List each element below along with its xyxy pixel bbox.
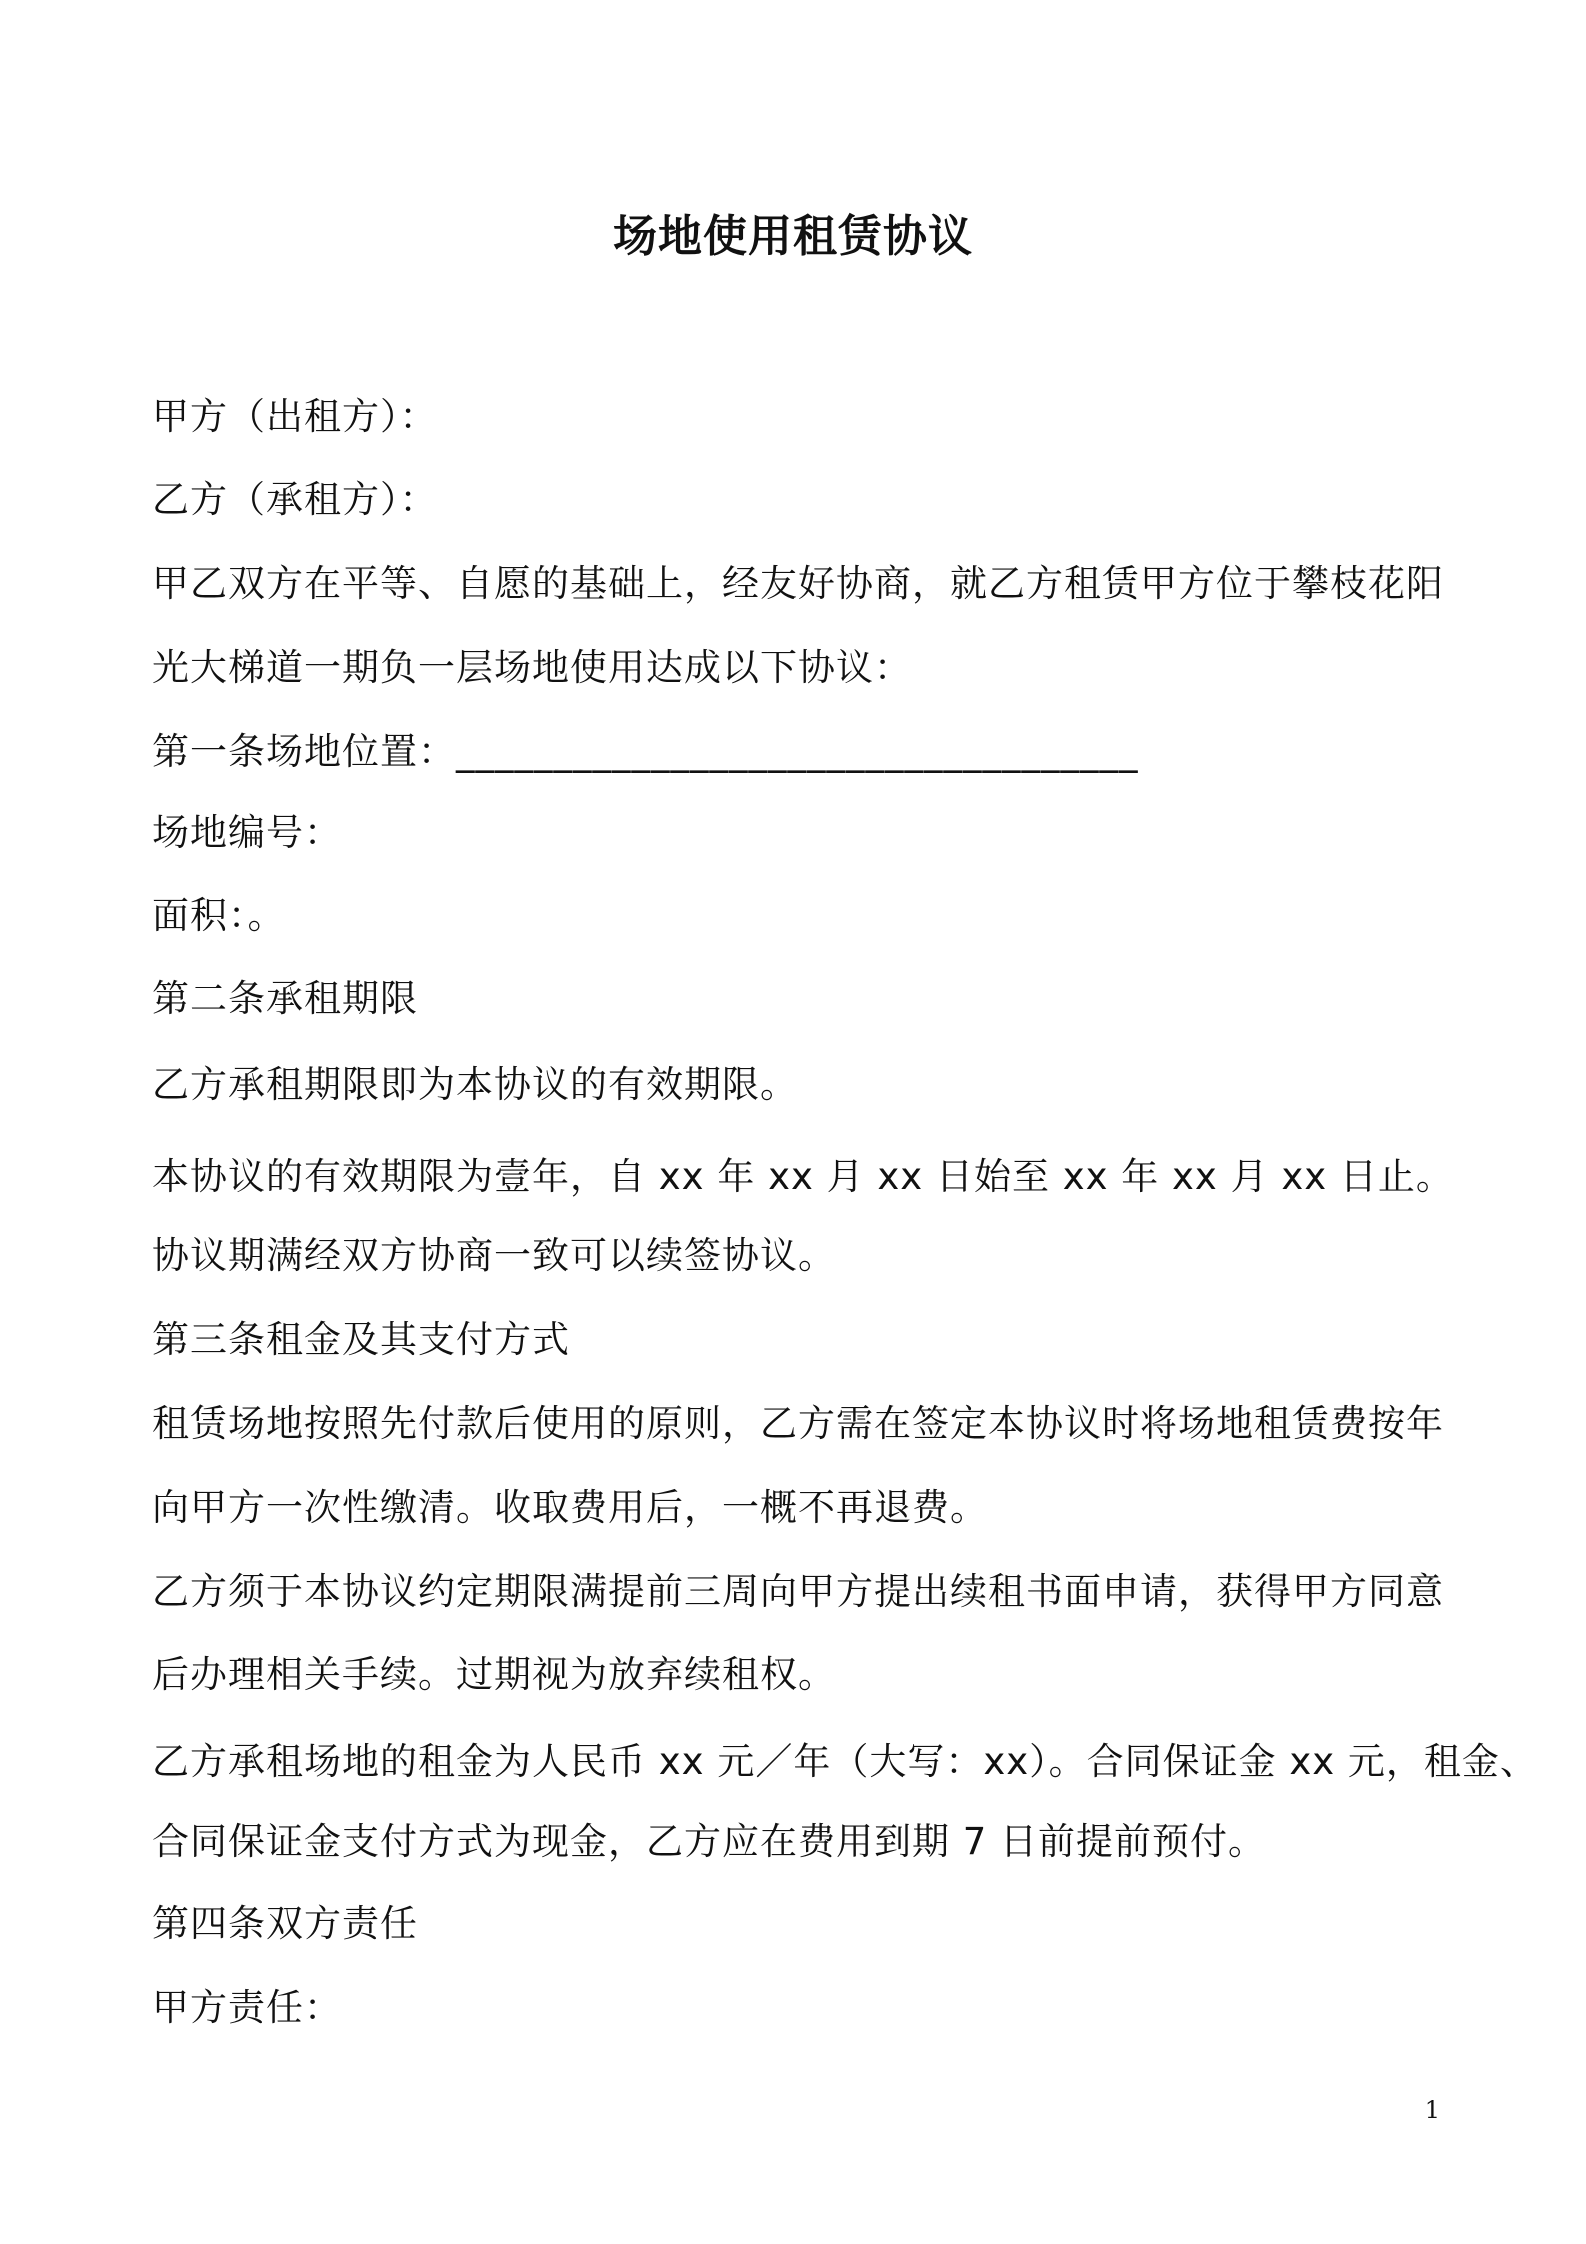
- area-line: 面积：。: [152, 894, 286, 937]
- preamble-line-2: 光大梯道一期负一层场地使用达成以下协议：: [152, 646, 912, 689]
- rent-paragraph-1-line-1: 租赁场地按照先付款后使用的原则，乙方需在签定本协议时将场地租赁费按年: [152, 1402, 1444, 1445]
- preamble-line-1: 甲乙双方在平等、自愿的基础上，经友好协商，就乙方租赁甲方位于攀枝花阳: [152, 562, 1444, 605]
- rent-paragraph-3-line-1: 乙方承租场地的租金为人民币 xx 元／年（大写：xx）。合同保证金 xx 元，租金、: [152, 1740, 1538, 1783]
- party-b-line: 乙方（承租方）：: [152, 478, 438, 521]
- rent-paragraph-3-line-2: 合同保证金支付方式为现金，乙方应在费用到期 7 日前提前预付。: [152, 1820, 1267, 1863]
- party-a-responsibility-heading: 甲方责任：: [152, 1986, 342, 2029]
- article-4-heading: 第四条双方责任: [152, 1902, 418, 1945]
- article-2-heading: 第二条承租期限: [152, 977, 418, 1020]
- party-a-line: 甲方（出租方）：: [152, 395, 438, 438]
- term-line-3: 协议期满经双方协商一致可以续签协议。: [152, 1234, 836, 1277]
- rent-paragraph-2-line-1: 乙方须于本协议约定期限满提前三周向甲方提出续租书面申请，获得甲方同意: [152, 1570, 1444, 1613]
- article-1-location: 第一条场地位置：___________________________________: [152, 730, 1139, 773]
- term-line-1: 乙方承租期限即为本协议的有效期限。: [152, 1063, 798, 1106]
- page-number: 1: [1424, 2096, 1440, 2124]
- article-3-heading: 第三条租金及其支付方式: [152, 1318, 570, 1361]
- site-number-line: 场地编号：: [152, 811, 342, 854]
- rent-paragraph-2-line-2: 后办理相关手续。过期视为放弃续租权。: [152, 1653, 836, 1696]
- document-title: 场地使用租赁协议: [613, 211, 973, 262]
- rent-paragraph-1-line-2: 向甲方一次性缴清。收取费用后，一概不再退费。: [152, 1486, 988, 1529]
- term-line-2: 本协议的有效期限为壹年，自 xx 年 xx 月 xx 日始至 xx 年 xx 月 xx 日止。: [152, 1155, 1454, 1198]
